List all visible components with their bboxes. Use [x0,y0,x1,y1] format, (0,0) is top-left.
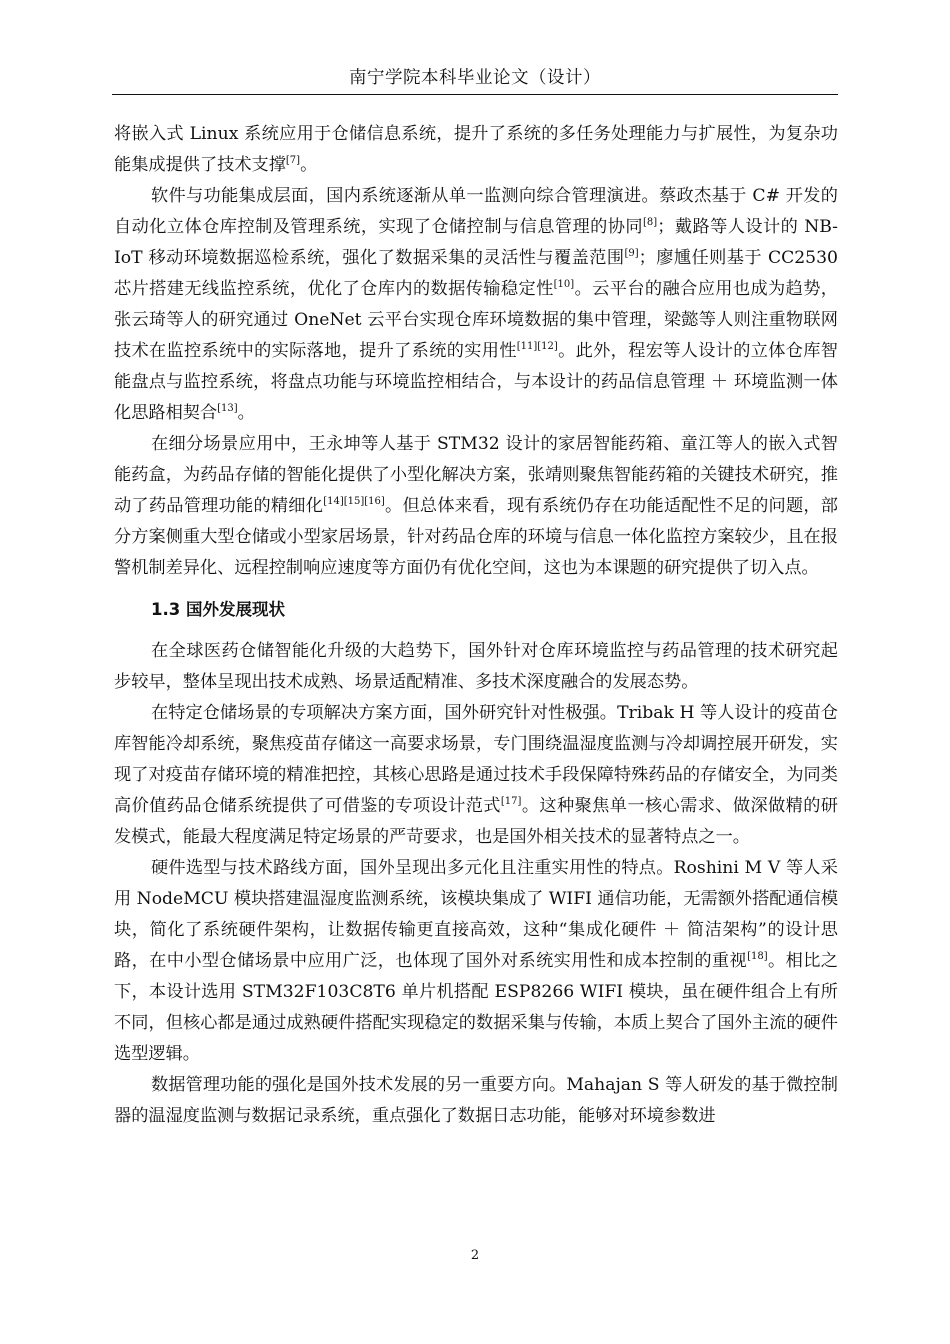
body-paragraph [114,636,838,698]
citation-ref: [14][15][16] [323,496,385,507]
paragraph-text: ；戴路等人设计的 NB-IoT 移动环境数据巡检系统，强化了数据采集的灵活性与覆盖范围 [114,217,838,268]
paragraph-text: 数据管理功能的强化是国外技术发展的另一重要方向。Mahajan S 等人研发的基于微控制器的温湿度监测与数据记录系统，重点强化了数据日志功能，能够对环境参数进 [114,1075,838,1126]
citation-ref: [8] [643,217,658,228]
paragraph-text: 。 [237,403,255,423]
body-paragraph [114,181,838,429]
paragraph-text: 。云平台的融合应用也成为趋势，张云琦等人的研究通过 OneNet 云平台实现仓库环境数据的集中管理，梁懿等人则注重物联网技术在监控系统中的实际落地，提升了系统的实用性 [114,279,838,361]
paragraph-text: 。但总体来看，现有系统仍存在功能适配性不足的问题，部分方案侧重大型仓储或小型家居场景，针对药品仓库的环境与信息一体化监控方案较少，且在报警机制差异化、远程控制响应速度等方面仍有优化空间，这也为本课题的研究提供了切入点。 [114,496,838,578]
paragraph-text: 。此外，程宏等人设计的立体仓库智能盘点与监控系统，将盘点功能与环境监控相结合，与本设计的药品信息管理 ＋ 环境监测一体化思路相契合 [114,341,838,423]
citation-ref: [10] [553,279,575,290]
paragraph-text: 在全球医药仓储智能化升级的大趋势下，国外针对仓库环境监控与药品管理的技术研究起步较早，整体呈现出技术成熟、场景适配精准、多技术深度融合的发展态势。 [114,641,838,692]
paragraph-text: 。 [300,155,318,175]
paragraph-text: 在细分场景应用中，王永坤等人基于 STM32 设计的家居智能药箱、童江等人的嵌入式智能药盒，为药品存储的智能化提供了小型化解决方案，张靖则聚焦智能药箱的关键技术研究，推动了药品管理功能的精细化 [114,434,838,516]
citation-ref: [17] [500,796,522,807]
body-paragraph [114,1070,838,1132]
citation-ref: [11][12] [516,341,558,352]
body-paragraph [114,119,838,181]
header-rule [112,94,838,95]
paragraph-text: 。相比之下，本设计选用 STM32F103C8T6 单片机搭配 ESP8266 WIFI 模块，虽在硬件组合上有所不同，但核心都是通过成熟硬件搭配实现稳定的数据采集与传输，本质上契合了国外主流的硬件选型逻辑。 [114,951,838,1064]
paragraph-group-2 [114,636,838,1132]
paragraph-text: 软件与功能集成层面，国内系统逐渐从单一监测向综合管理演进。蔡政杰基于 C# 开发的自动化立体仓库控制及管理系统，实现了仓储控制与信息管理的协同 [114,186,838,237]
document-body [114,119,838,1132]
paragraph-text: 在特定仓储场景的专项解决方案方面，国外研究针对性极强。Tribak H 等人设计的疫苗仓库智能冷却系统，聚焦疫苗存储这一高要求场景，专门围绕温湿度监测与冷却调控展开研发，实现了对疫苗存储环境的精准把控，其核心思路是通过技术手段保障特殊药品的存储安全，为同类高价值药品仓储系统提供了可借鉴的专项设计范式 [114,703,838,816]
citation-ref: [13] [217,403,238,414]
citation-ref: [18] [747,951,768,962]
body-paragraph [114,698,838,853]
paragraph-group-1 [114,119,838,584]
paragraph-text: 硬件选型与技术路线方面，国外呈现出多元化且注重实用性的特点。Roshini M V 等人采用 NodeMCU 模块搭建温湿度监测系统，该模块集成了 WIFI 通信功能，无需额外搭配通信模块，简化了系统硬件架构，让数据传输更直接高效，这种“集成化硬件 ＋ 简洁架构”的设计思路，在中小型仓储场景中应用广泛，也体现了国外对系统实用性和成本控制的重视 [114,858,839,971]
section-heading: 1.3 国外发展现状 [151,600,285,619]
paragraph-text: ；廖尰任则基于 CC2530 芯片搭建无线监控系统，优化了仓库内的数据传输稳定性 [114,248,838,299]
body-paragraph [114,429,838,584]
body-paragraph [114,853,838,1070]
paragraph-text: 。这种聚焦单一核心需求、做深做精的研发模式，能最大程度满足特定场景的严苛要求，也是国外相关技术的显著特点之一。 [114,796,838,847]
page-number: 2 [470,1248,480,1263]
paragraph-text: 将嵌入式 Linux 系统应用于仓储信息系统，提升了系统的多任务处理能力与扩展性，为复杂功能集成提供了技术支撑 [114,124,838,175]
citation-ref: [9] [624,248,639,259]
running-header: 南宁学院本科毕业论文（设计） [349,68,601,88]
citation-ref: [7] [285,155,301,166]
